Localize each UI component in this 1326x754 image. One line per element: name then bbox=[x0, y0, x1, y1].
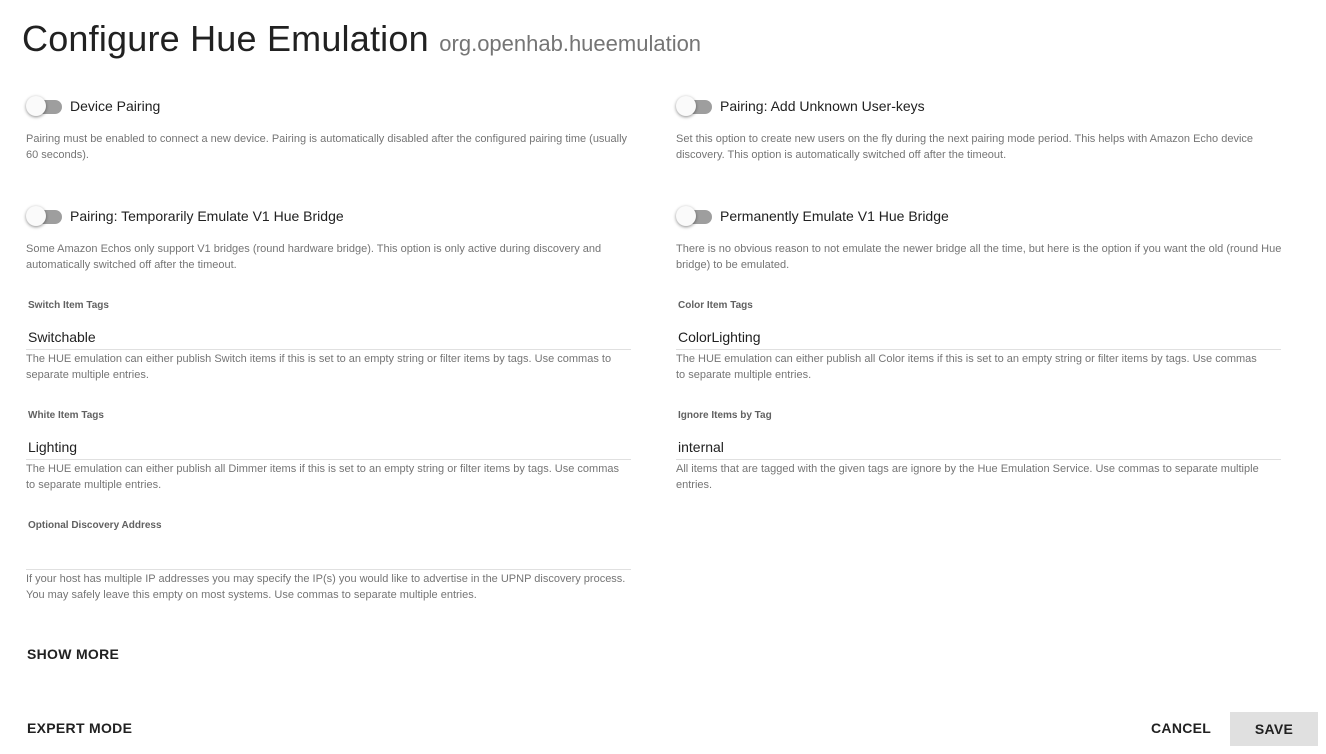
device-pairing-description: Pairing must be enabled to connect a new device. Pairing is automatically disabled after the configured pairing time (usually 60 seconds). bbox=[26, 133, 628, 161]
switch-item-tags-label: Switch Item Tags bbox=[28, 300, 109, 311]
expert-mode-button[interactable]: EXPERT MODE bbox=[27, 720, 133, 736]
temporarily-emulate-v1-description: Some Amazon Echos only support V1 bridges (round hardware bridge). This option is only active during discovery and automatically switched off after the timeout. bbox=[26, 243, 602, 271]
add-unknown-user-keys-row bbox=[676, 95, 925, 117]
switch-thumb bbox=[26, 206, 46, 226]
temporarily-emulate-v1-switch[interactable] bbox=[26, 205, 62, 227]
discovery-address-label: Optional Discovery Address bbox=[28, 520, 162, 531]
color-item-tags-label: Color Item Tags bbox=[678, 300, 753, 311]
page-title: Configure Hue Emulation bbox=[22, 18, 429, 59]
switch-item-tags-description: The HUE emulation can either publish Switch items if this is set to an empty string or filter items by tags. Use commas to separate multiple entries. bbox=[26, 353, 612, 381]
switch-thumb bbox=[26, 96, 46, 116]
white-item-tags-label: White Item Tags bbox=[28, 410, 104, 421]
permanently-emulate-v1-row bbox=[676, 205, 949, 227]
device-pairing-row bbox=[26, 95, 160, 117]
permanently-emulate-v1-label: Permanently Emulate V1 Hue Bridge bbox=[720, 208, 949, 224]
temporarily-emulate-v1-label: Pairing: Temporarily Emulate V1 Hue Bridge bbox=[70, 208, 344, 224]
add-unknown-user-keys-label: Pairing: Add Unknown User-keys bbox=[720, 98, 925, 114]
discovery-address-input[interactable] bbox=[26, 544, 631, 570]
add-unknown-user-keys-description: Set this option to create new users on the fly during the next pairing mode period. This helps with Amazon Echo device discovery. This option is automatically switched off after the timeout. bbox=[676, 133, 1254, 161]
switch-item-tags-input[interactable] bbox=[26, 324, 631, 350]
color-item-tags-input[interactable] bbox=[676, 324, 1281, 350]
white-item-tags-input[interactable] bbox=[26, 434, 631, 460]
switch-thumb bbox=[676, 206, 696, 226]
permanently-emulate-v1-description: There is no obvious reason to not emulate the newer bridge all the time, but here is the option if you want the old (round Hue bridge) to be emulated. bbox=[676, 243, 1282, 271]
page-header bbox=[22, 18, 701, 60]
switch-thumb bbox=[676, 96, 696, 116]
permanently-emulate-v1-switch[interactable] bbox=[676, 205, 712, 227]
add-unknown-user-keys-switch[interactable] bbox=[676, 95, 712, 117]
page-subtitle: org.openhab.hueemulation bbox=[439, 31, 702, 56]
device-pairing-label: Device Pairing bbox=[70, 98, 161, 114]
show-more-button[interactable]: SHOW MORE bbox=[27, 646, 120, 662]
discovery-address-description: If your host has multiple IP addresses you may specify the IP(s) you would like to advertise in the UPNP discovery process. You may safely leave this empty on most systems. Use commas to separate multiple entries. bbox=[26, 573, 626, 601]
device-pairing-switch[interactable] bbox=[26, 95, 62, 117]
cancel-button[interactable]: CANCEL bbox=[1151, 720, 1212, 736]
save-button[interactable]: SAVE bbox=[1230, 712, 1318, 746]
white-item-tags-description: The HUE emulation can either publish all Dimmer items if this is set to an empty string or filter items by tags. Use commas to separate multiple entries. bbox=[26, 463, 619, 491]
ignore-items-by-tag-description: All items that are tagged with the given tags are ignore by the Hue Emulation Service. Use commas to separate multiple entries. bbox=[676, 463, 1259, 491]
ignore-items-by-tag-input[interactable] bbox=[676, 434, 1281, 460]
temporarily-emulate-v1-row bbox=[26, 205, 344, 227]
color-item-tags-description: The HUE emulation can either publish all Color items if this is set to an empty string or filter items by tags. Use commas to separate multiple entries. bbox=[676, 353, 1257, 381]
ignore-items-by-tag-label: Ignore Items by Tag bbox=[678, 410, 772, 421]
